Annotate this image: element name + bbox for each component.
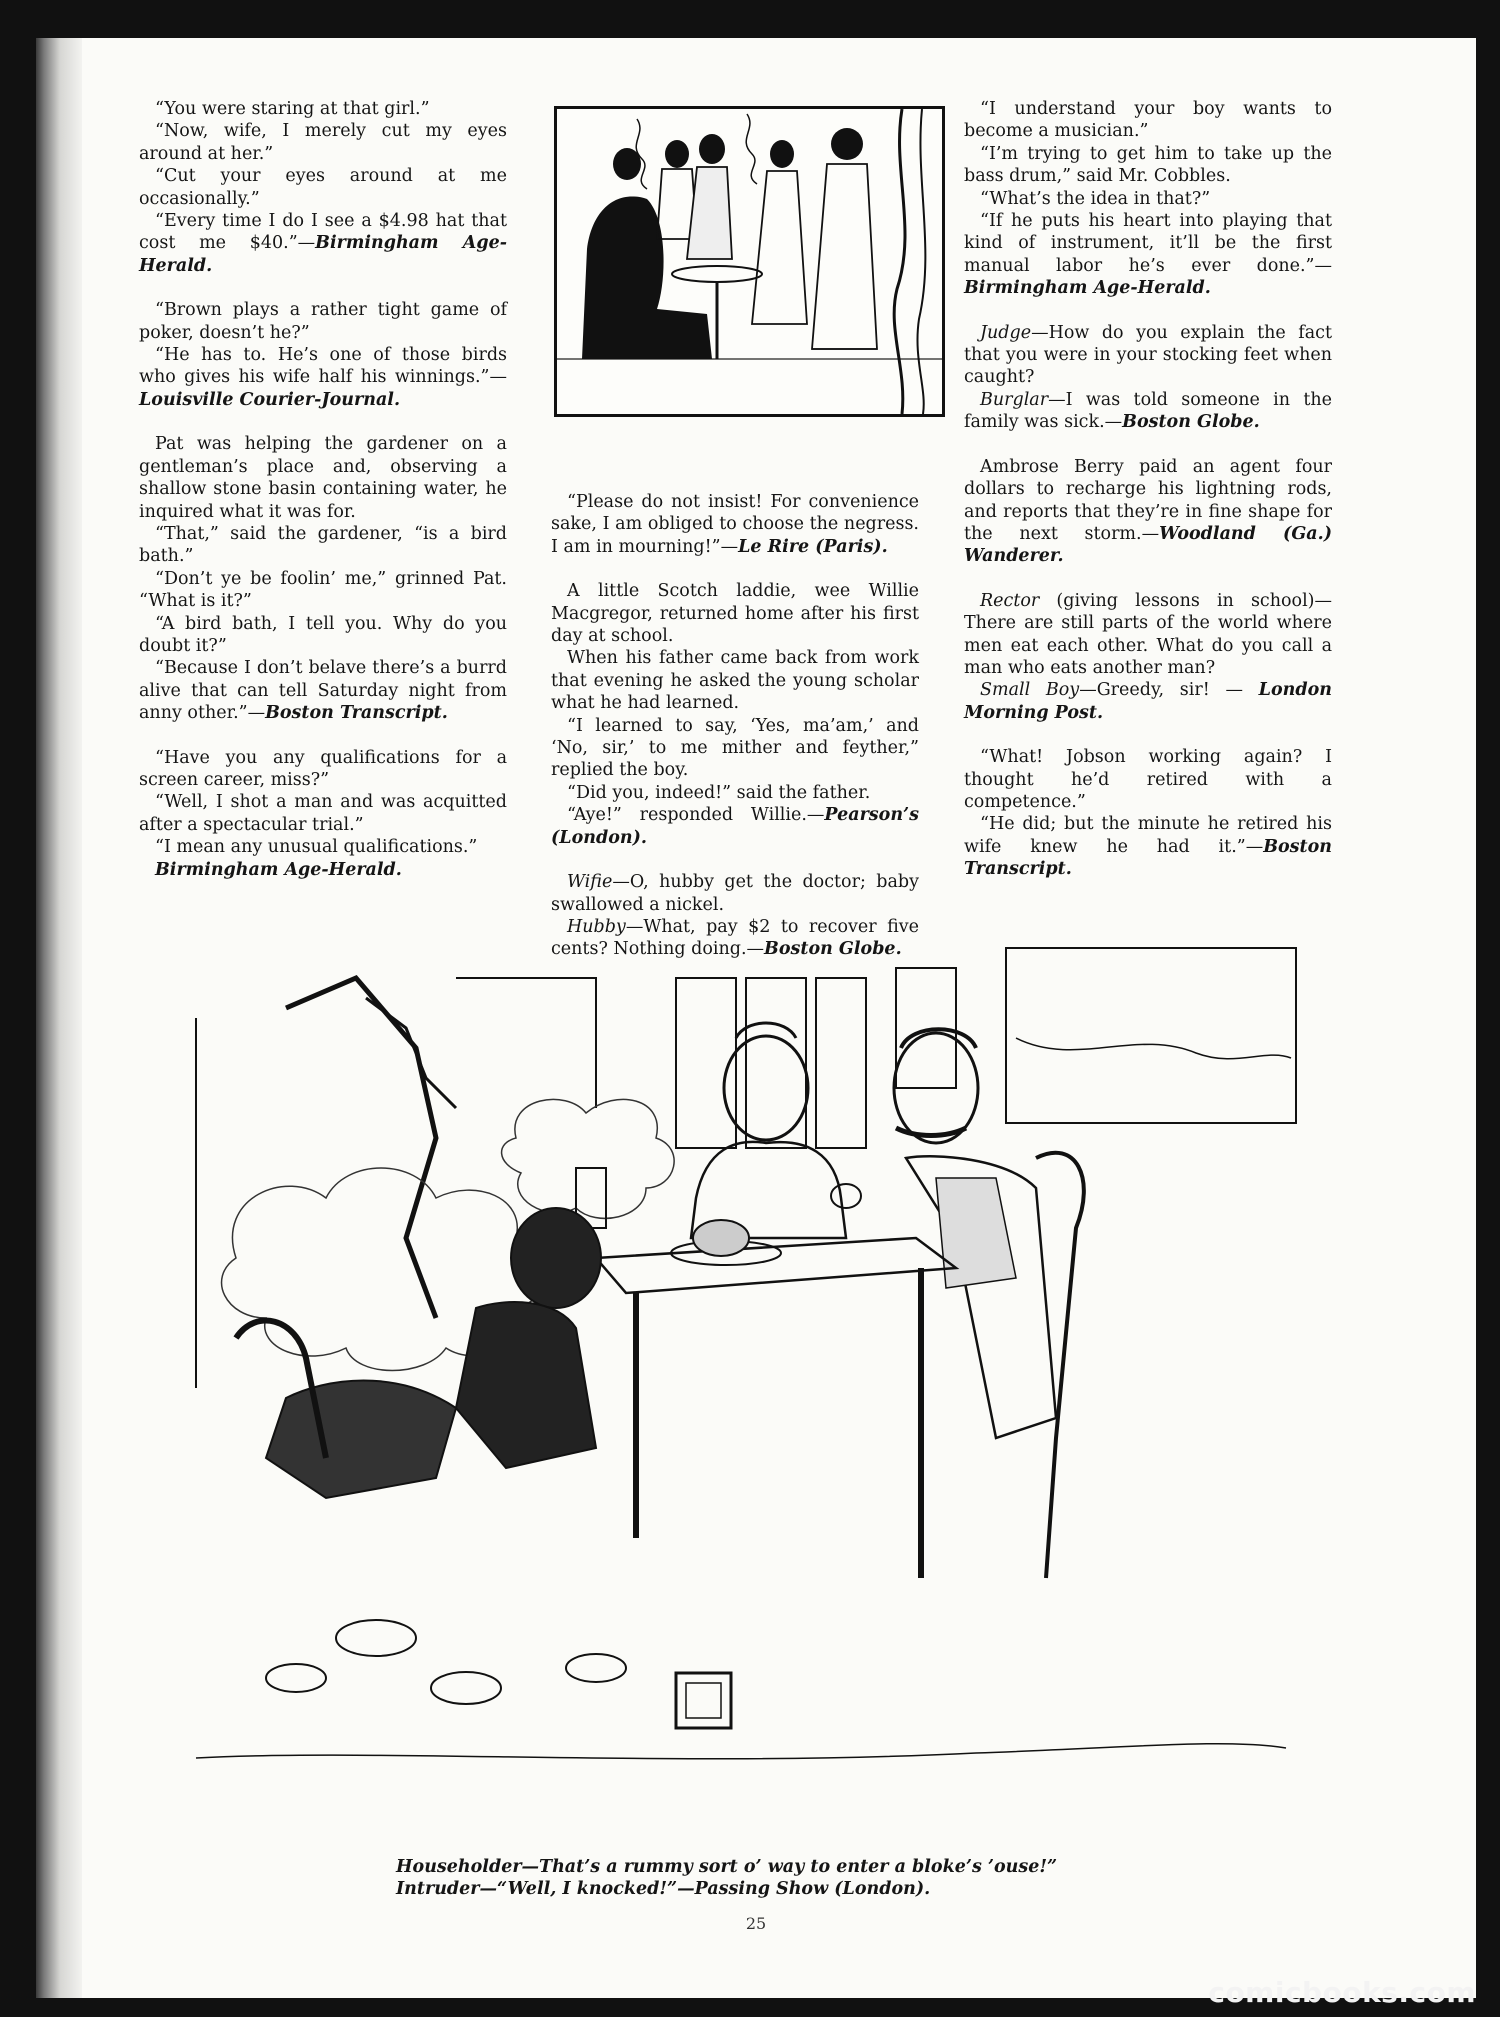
joke-source: Birmingham Age-Herald. [139,233,508,276]
magazine-page [36,38,1476,1998]
joke-source: London Morning Post. [964,680,1332,723]
joke-line: “That,” said the gardener, “is a bird bath.” [139,523,507,567]
joke-source: Birmingham Age-Herald. [155,859,402,880]
joke-line: “I’m trying to get him to take up the bass drum,” said Mr. Cobbles. [964,143,1332,187]
cartoon-drawing [176,938,1346,1838]
joke-line: “If he puts his heart into playing that kind of instrument, it’ll be the first manual labor he’s ever done.”—Birmingham Age-Herald. [964,211,1332,299]
joke-line: “He did; but the minute he retired his wife knew he had it.”—Boston Transcript. [964,814,1332,880]
joke-source: Le Rire (Paris). [738,536,888,557]
joke-source: Boston Transcript. [265,703,448,724]
joke-line: “Because I don’t belave there’s a burrd alive that can tell Saturday night from anny other.”—Boston Transcript. [139,658,507,724]
caption-source: Passing Show (London). [694,1879,931,1899]
speaker-name: Rector [980,590,1040,611]
column-middle [551,491,919,961]
joke-line: “Cut your eyes around at me occasionally.” [139,166,507,209]
joke-line: “I understand your boy wants to become a musician.” [964,99,1332,142]
joke-line: “A bird bath, I tell you. Why do you doubt it?” [139,613,507,656]
joke-line: “What’s the idea in that?” [980,188,1211,209]
watermark: comicbooks.com [1208,1976,1476,2009]
speaker-name: Small Boy [980,680,1080,701]
cartoon-intruder-illustration [176,938,1346,1838]
joke-line: “He has to. He’s one of those birds who gives his wife half his winnings.”—Louisville Courier-Journal. [139,345,507,410]
joke-line: Pat was helping the gardener on a gentleman’s place and, observing a shallow stone basin containing water, he inquired what it was for. [139,434,507,522]
joke-source: Boston Globe. [1122,412,1260,433]
cartoon-drawing [557,109,942,414]
joke-line: When his father came back from work that evening he asked the young scholar what he had learned. [551,648,919,714]
caption-line-householder: Householder—That’s a rummy sort o’ way to enter a bloke’s ’ouse!” [396,1857,1058,1877]
joke-line: “Have you any qualifications for a screen career, miss?” [139,747,507,790]
joke-source: Boston Globe. [764,939,902,960]
joke-line: “Don’t ye be foolin’ me,” grinned Pat. “What is it?” [139,568,507,612]
joke-line: Burglar—I was told someone in the family was sick.—Boston Globe. [964,389,1332,433]
cartoon-mourning-illustration [554,106,945,417]
joke-line: “Did you, indeed!” said the father. [567,782,871,803]
joke-source: Pearson’s (London). [551,805,919,848]
joke-line [139,859,507,881]
page-number: 25 [745,1914,767,1933]
joke-line: “Every time I do I see a $4.98 hat that cost me $40.”—Birmingham Age-Herald. [139,211,508,276]
joke-line: A little Scotch laddie, wee Willie Macgregor, returned home after his first day at school. [551,581,919,647]
joke-line: “What! Jobson working again? I thought he’d retired with a competence.” [964,747,1332,812]
cartoon-caption: “Please do not insist! For convenience sake, I am obliged to choose the negress. I am in mourning!”—Le Rire (Paris). [551,492,919,557]
joke-source: Boston Transcript. [964,836,1332,880]
column-left [139,98,507,881]
joke-line: Rector (giving lessons in school)—There are still parts of the world where men eat each other. What do you call a man who eats another man? [964,590,1332,678]
joke-line: “You were staring at that girl.” [155,99,430,119]
caption-line-intruder: Intruder—“Well, I knocked!”—Passing Show (London). [396,1879,931,1899]
main-cartoon-caption [396,1856,1196,1900]
speaker-name: Wifie [567,872,613,893]
joke-line: “Well, I shot a man and was acquitted after a spectacular trial.” [139,792,507,835]
joke-line: “Now, wife, I merely cut my eyes around at her.” [139,121,507,164]
speaker-name: Hubby [567,916,626,937]
speaker-name: Burglar [980,389,1049,410]
joke-line: “I learned to say, ‘Yes, ma’am,’ and ‘No, sir,’ to me mither and feyther,” replied the boy. [551,715,919,781]
joke-line: Ambrose Berry paid an agent four dollars to recharge his lightning rods, and reports that they’re in fine shape for the next storm.—Woodland (Ga.) Wanderer. [964,456,1332,567]
joke-line: Wifie—O, hubby get the doctor; baby swallowed a nickel. [551,872,919,915]
joke-source: Birmingham Age-Herald. [964,278,1211,299]
speaker-name: Judge [980,322,1032,343]
column-right [964,98,1332,881]
joke-source: Woodland (Ga.) Wanderer. [964,523,1332,567]
joke-line: “I mean any unusual qualifications.” [155,837,478,858]
joke-line: “Aye!” responded Willie.—Pearson’s (London). [551,805,919,848]
joke-line: Judge—How do you explain the fact that you were in your stocking feet when caught? [964,322,1332,388]
binding-gutter [36,38,82,1998]
joke-source: Louisville Courier-Journal. [139,389,401,410]
joke-line: “Brown plays a rather tight game of poker, doesn’t he?” [139,300,507,343]
joke-line: Small Boy—Greedy, sir! — London Morning Post. [964,680,1332,723]
joke-line: Hubby—What, pay $2 to recover five cents? Nothing doing.—Boston Globe. [551,916,919,960]
